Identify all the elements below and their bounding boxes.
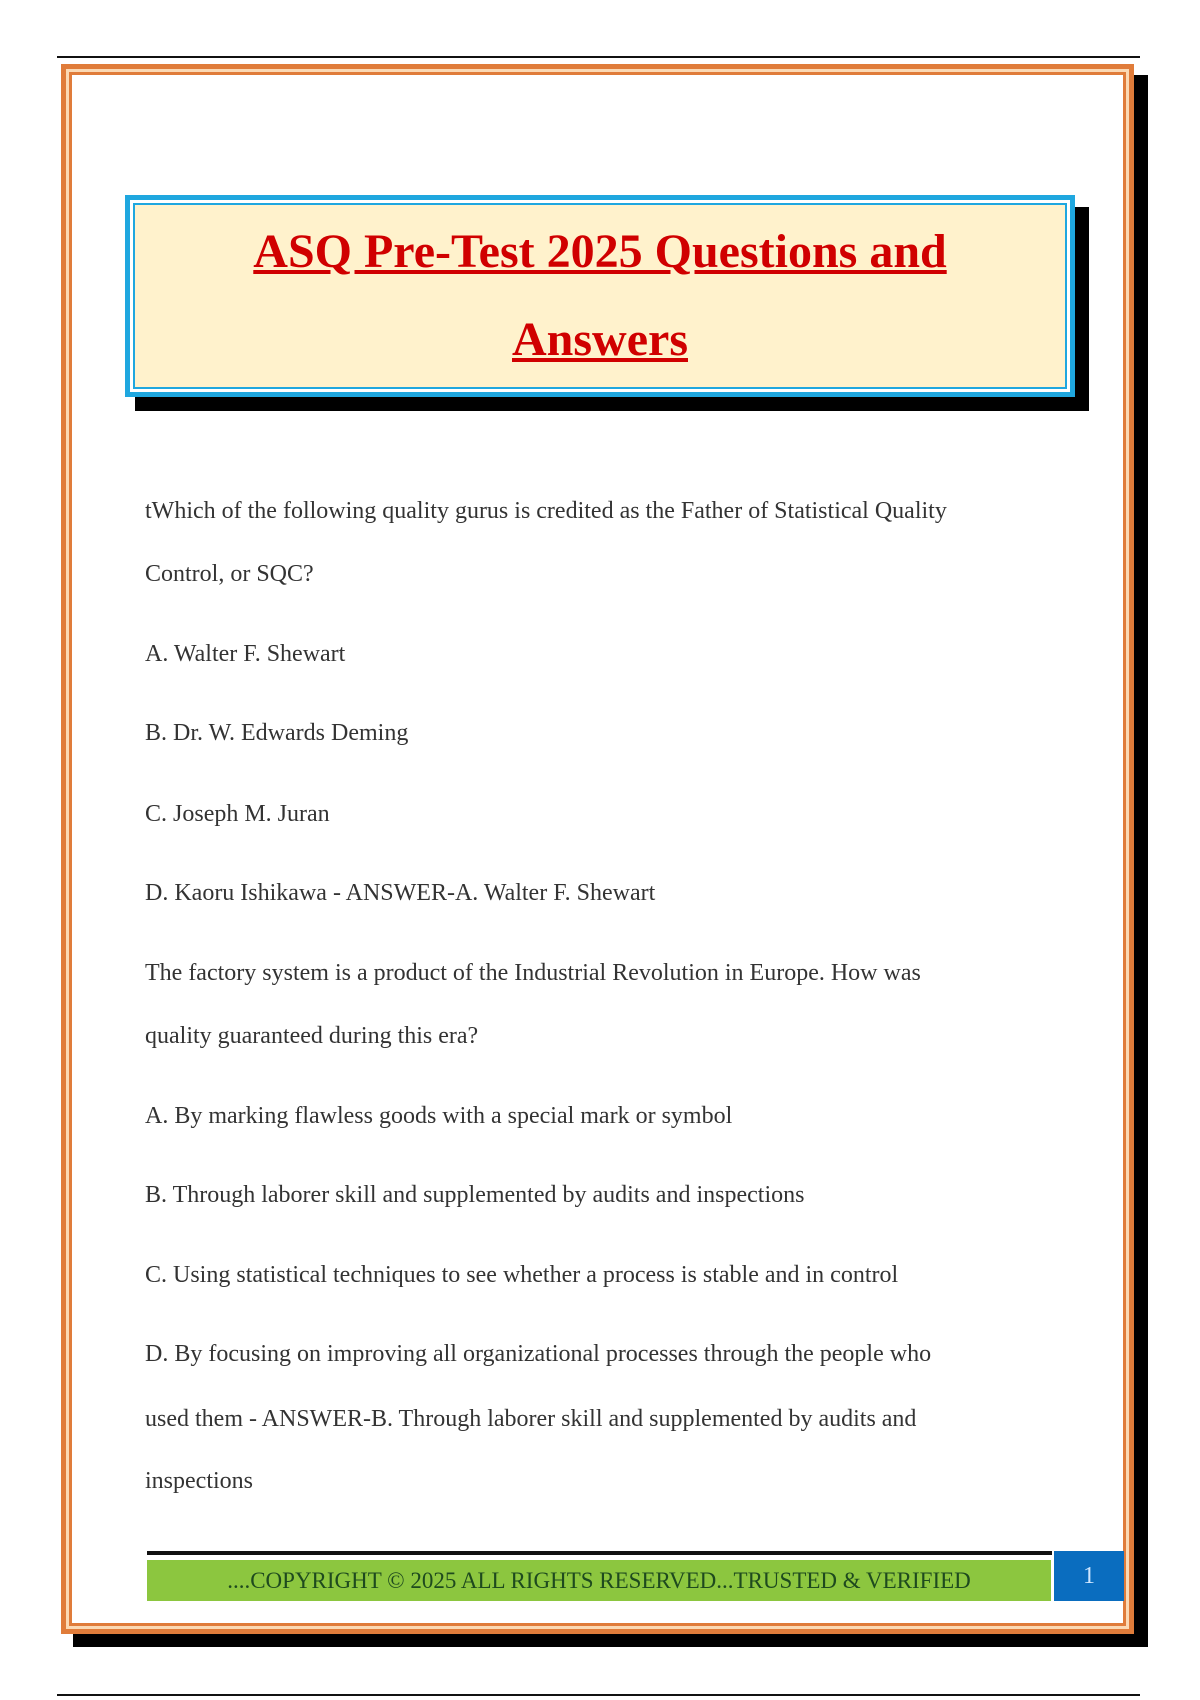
question-1-option-c: C. Joseph M. Juran — [145, 801, 330, 827]
question-1-option-d-answer: D. Kaoru Ishikawa - ANSWER-A. Walter F. Shewart — [145, 880, 656, 906]
question-1-option-a: A. Walter F. Shewart — [145, 641, 346, 667]
question-2-text: The factory system is a product of the Industrial Revolution in Europe. How was — [145, 960, 921, 986]
question-2-answer: used them - ANSWER-B. Through laborer skill and supplemented by audits and — [145, 1406, 917, 1432]
question-2-option-a: A. By marking flawless goods with a special mark or symbol — [145, 1103, 733, 1129]
top-rule — [57, 56, 1140, 58]
question-1-text: tWhich of the following quality gurus is credited as the Father of Statistical Quality — [145, 498, 947, 524]
question-2-option-c: C. Using statistical techniques to see whether a process is stable and in control — [145, 1262, 899, 1288]
bottom-rule — [57, 1694, 1140, 1696]
page-number-box — [1054, 1551, 1124, 1601]
title-line-1: ASQ Pre-Test 2025 Questions and — [253, 225, 947, 278]
footer-copyright-text: ....COPYRIGHT © 2025 ALL RIGHTS RESERVED...TRUSTED & VERIFIED — [227, 1567, 971, 1593]
question-1-text-cont: Control, or SQC? — [145, 561, 314, 587]
footer-copyright — [147, 1560, 1051, 1601]
title-box — [125, 195, 1075, 397]
question-2-answer-cont: inspections — [145, 1468, 253, 1494]
page-number: 1 — [1083, 1562, 1095, 1589]
title-line-2: Answers — [512, 313, 688, 366]
footer-rule — [147, 1551, 1052, 1555]
question-2-option-b: B. Through laborer skill and supplemented by audits and inspections — [145, 1182, 805, 1208]
question-2-text-cont: quality guaranteed during this era? — [145, 1023, 479, 1049]
question-1-option-b: B. Dr. W. Edwards Deming — [145, 720, 409, 746]
question-2-option-d: D. By focusing on improving all organizational processes through the people who — [145, 1341, 932, 1367]
